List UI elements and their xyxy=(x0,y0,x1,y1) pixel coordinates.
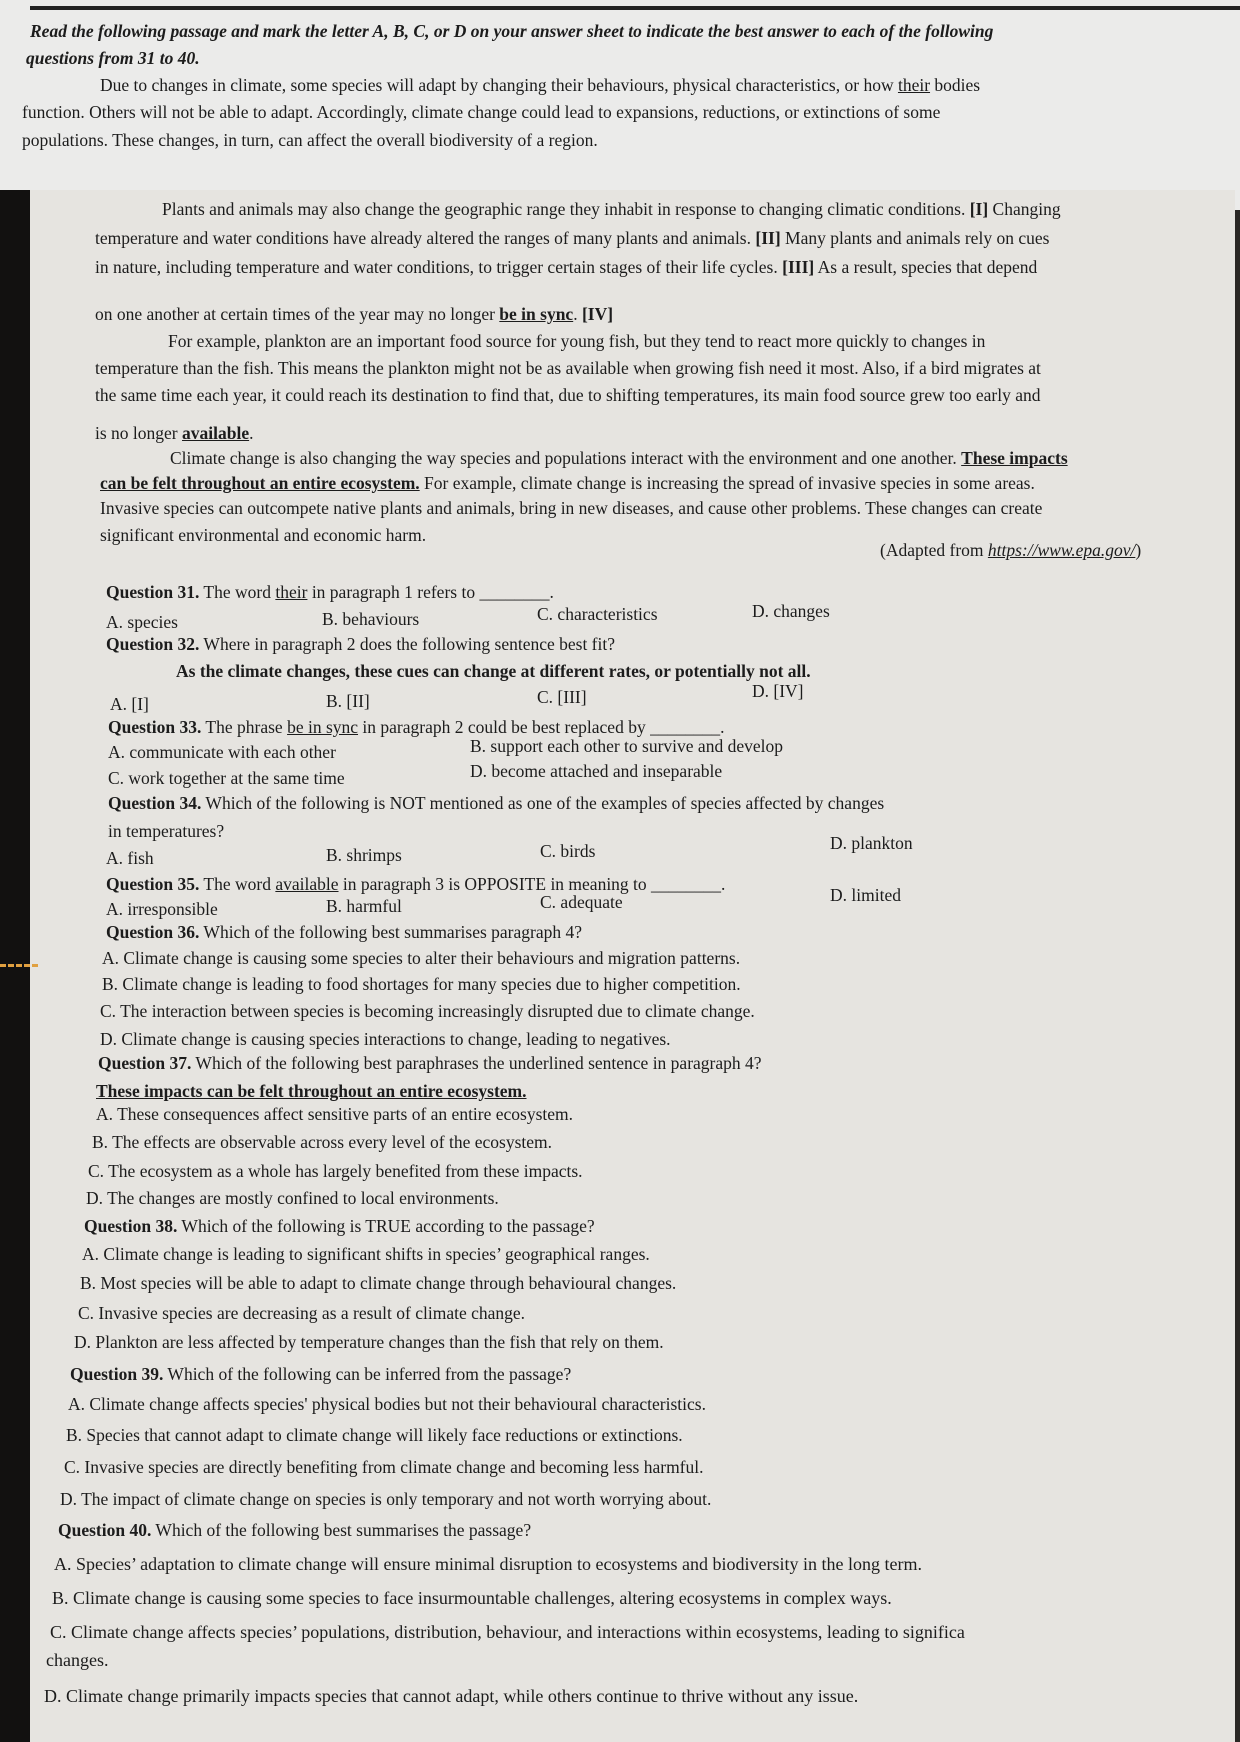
q35-option-a: A. irresponsible xyxy=(106,899,218,919)
q35-option-c: C. adequate xyxy=(540,892,623,912)
q36-option-a: A. Climate change is causing some species to alter their behaviours and migration patterns. xyxy=(102,948,741,968)
source-link[interactable]: https://www.epa.gov/ xyxy=(987,540,1136,560)
q36-option-d: D. Climate change is causing species interactions to change, leading to negatives. xyxy=(100,1029,671,1049)
q31-option-c: C. characteristics xyxy=(537,604,658,624)
q40-option-a: A. Species’ adaptation to climate change will ensure minimal disruption to ecosystems and biodiversity in the long term. xyxy=(54,1554,922,1574)
q39-option-a: A. Climate change affects species' physical bodies but not their behavioural characteristics. xyxy=(68,1394,706,1414)
q31-option-a: A. species xyxy=(106,612,178,632)
q33-stem: Question 33. The phrase be in sync in paragraph 2 could be best replaced by ________. xyxy=(108,717,725,737)
q37-quote: These impacts can be felt throughout an entire ecosystem. xyxy=(96,1081,527,1101)
p1-line1: Due to changes in climate, some species will adapt by changing their behaviours, physical characteristics, or how their bodies xyxy=(100,75,981,95)
instructions-line1: Read the following passage and mark the letter A, B, C, or D on your answer sheet to indicate the best answer to each of the following xyxy=(30,21,994,41)
q38-stem: Question 38. Which of the following is TRUE according to the passage? xyxy=(84,1216,595,1236)
q32-stem: Question 32. Where in paragraph 2 does the following sentence best fit? xyxy=(106,634,616,654)
p1-line2: function. Others will not be able to adapt. Accordingly, climate change could lead to expansions, reductions, or extinctions of some xyxy=(22,102,941,122)
q37-option-c: C. The ecosystem as a whole has largely benefited from these impacts. xyxy=(88,1161,583,1181)
q37-option-a: A. These consequences affect sensitive parts of an entire ecosystem. xyxy=(96,1104,574,1124)
q39-option-c: C. Invasive species are directly benefiting from climate change and becoming less harmful. xyxy=(64,1457,704,1477)
p2-line1: Plants and animals may also change the geographic range they inhabit in response to changing climatic conditions. [I] Changing xyxy=(162,199,1061,219)
source-note: (Adapted from https://www.epa.gov/) xyxy=(880,540,1142,560)
underlined-sentence-part2: can be felt throughout an entire ecosystem. xyxy=(100,473,420,493)
p2-line2: temperature and water conditions have already altered the ranges of many plants and animals. [II] Many plants and animals rely on cues xyxy=(95,228,1050,248)
q40-option-b: B. Climate change is causing some species to face insurmountable challenges, altering ecosystems in complex ways. xyxy=(52,1588,892,1608)
q32-option-a: A. [I] xyxy=(110,694,149,714)
q33-option-a: A. communicate with each other xyxy=(108,742,336,762)
q37-option-d: D. The changes are mostly confined to local environments. xyxy=(86,1188,499,1208)
q34-option-d: D. plankton xyxy=(830,833,913,853)
marker-IV: [IV] xyxy=(581,304,614,324)
q31-option-d: D. changes xyxy=(752,601,830,621)
q36-option-c: C. The interaction between species is becoming increasingly disrupted due to climate change. xyxy=(100,1001,755,1021)
q40-option-d: D. Climate change primarily impacts species that cannot adapt, while others continue to thrive without any issue. xyxy=(44,1686,859,1706)
p2-line3: in nature, including temperature and water conditions, to trigger certain stages of their life cycles. [III] As a result, species that depend xyxy=(95,257,1038,277)
instructions-line2: questions from 31 to 40. xyxy=(26,48,200,68)
q36-option-b: B. Climate change is leading to food shortages for many species due to higher competition. xyxy=(102,974,741,994)
q37-stem: Question 37. Which of the following best paraphrases the underlined sentence in paragraph 4? xyxy=(98,1053,762,1073)
p3-line2: temperature than the fish. This means the plankton might not be as available when growing fish need it most. Also, if a bird migrates at xyxy=(95,358,1041,378)
q38-option-a: A. Climate change is leading to significant shifts in species’ geographical ranges. xyxy=(82,1244,650,1264)
q38-option-c: C. Invasive species are decreasing as a result of climate change. xyxy=(78,1303,526,1323)
marker-III: [III] xyxy=(782,257,815,277)
key-phrase-be-in-sync: be in sync xyxy=(499,304,574,324)
p4-line4: significant environmental and economic harm. xyxy=(100,525,427,545)
p3-line3: the same time each year, it could reach its destination to find that, due to shifting temperatures, its main food source grew too early and xyxy=(95,385,1041,405)
q39-option-d: D. The impact of climate change on species is only temporary and not worth worrying about. xyxy=(60,1489,712,1509)
q35-option-d: D. limited xyxy=(830,885,901,905)
q32-quote: As the climate changes, these cues can change at different rates, or potentially not all. xyxy=(176,661,811,681)
q38-option-d: D. Plankton are less affected by temperature changes than the fish that rely on them. xyxy=(74,1332,664,1352)
q36-stem: Question 36. Which of the following best summarises paragraph 4? xyxy=(106,922,582,942)
dashed-mark xyxy=(0,964,38,967)
marker-II: [II] xyxy=(755,228,781,248)
q37-option-b: B. The effects are observable across every level of the ecosystem. xyxy=(92,1132,552,1152)
p4-line3: Invasive species can outcompete native plants and animals, bring in new diseases, and cause other problems. These changes can create xyxy=(100,498,1043,518)
q35-stem: Question 35. The word available in paragraph 3 is OPPOSITE in meaning to ________. xyxy=(106,874,726,894)
q39-option-b: B. Species that cannot adapt to climate change will likely face reductions or extinctions. xyxy=(66,1425,683,1445)
q34-option-b: B. shrimps xyxy=(326,845,402,865)
q32-option-b: B. [II] xyxy=(326,691,370,711)
top-rule xyxy=(30,6,1240,10)
q34-option-a: A. fish xyxy=(106,848,154,868)
p4-line1: Climate change is also changing the way species and populations interact with the environment and one another. These impacts xyxy=(170,448,1068,468)
p3-line1: For example, plankton are an important food source for young fish, but they tend to react more quickly to changes in xyxy=(168,331,986,351)
q40-stem: Question 40. Which of the following best summarises the passage? xyxy=(58,1520,532,1540)
q32-option-c: C. [III] xyxy=(537,687,587,707)
key-word-available: available xyxy=(182,423,250,443)
q34-stem-line2: in temperatures? xyxy=(108,821,225,841)
key-word-their: their xyxy=(897,75,931,95)
q33-option-d: D. become attached and inseparable xyxy=(470,761,723,781)
p1-line3: populations. These changes, in turn, can affect the overall biodiversity of a region. xyxy=(22,130,598,150)
q34-stem-line1: Question 34. Which of the following is NOT mentioned as one of the examples of species affected by changes xyxy=(108,793,885,813)
q34-option-c: C. birds xyxy=(540,841,596,861)
underlined-sentence-part1: These impacts xyxy=(961,448,1068,468)
p4-line2: can be felt throughout an entire ecosystem. For example, climate change is increasing the spread of invasive species in some areas. xyxy=(100,473,1035,493)
q40-option-c-line2: changes. xyxy=(46,1650,109,1670)
q40-option-c-line1: C. Climate change affects species’ populations, distribution, behaviour, and interactions within ecosystems, leading to significa xyxy=(50,1622,965,1642)
q39-stem: Question 39. Which of the following can be inferred from the passage? xyxy=(70,1364,572,1384)
marker-I: [I] xyxy=(969,199,989,219)
q31-option-b: B. behaviours xyxy=(322,609,420,629)
q33-option-b: B. support each other to survive and develop xyxy=(470,736,783,756)
q32-option-d: D. [IV] xyxy=(752,681,804,701)
p3-line4: is no longer available. xyxy=(95,423,254,443)
q33-option-c: C. work together at the same time xyxy=(108,768,345,788)
q31-stem: Question 31. The word their in paragraph 1 refers to ________. xyxy=(106,582,554,602)
p2-line4: on one another at certain times of the year may no longer be in sync. [IV] xyxy=(95,304,614,324)
q35-option-b: B. harmful xyxy=(326,896,402,916)
q38-option-b: B. Most species will be able to adapt to climate change through behavioural changes. xyxy=(80,1273,677,1293)
